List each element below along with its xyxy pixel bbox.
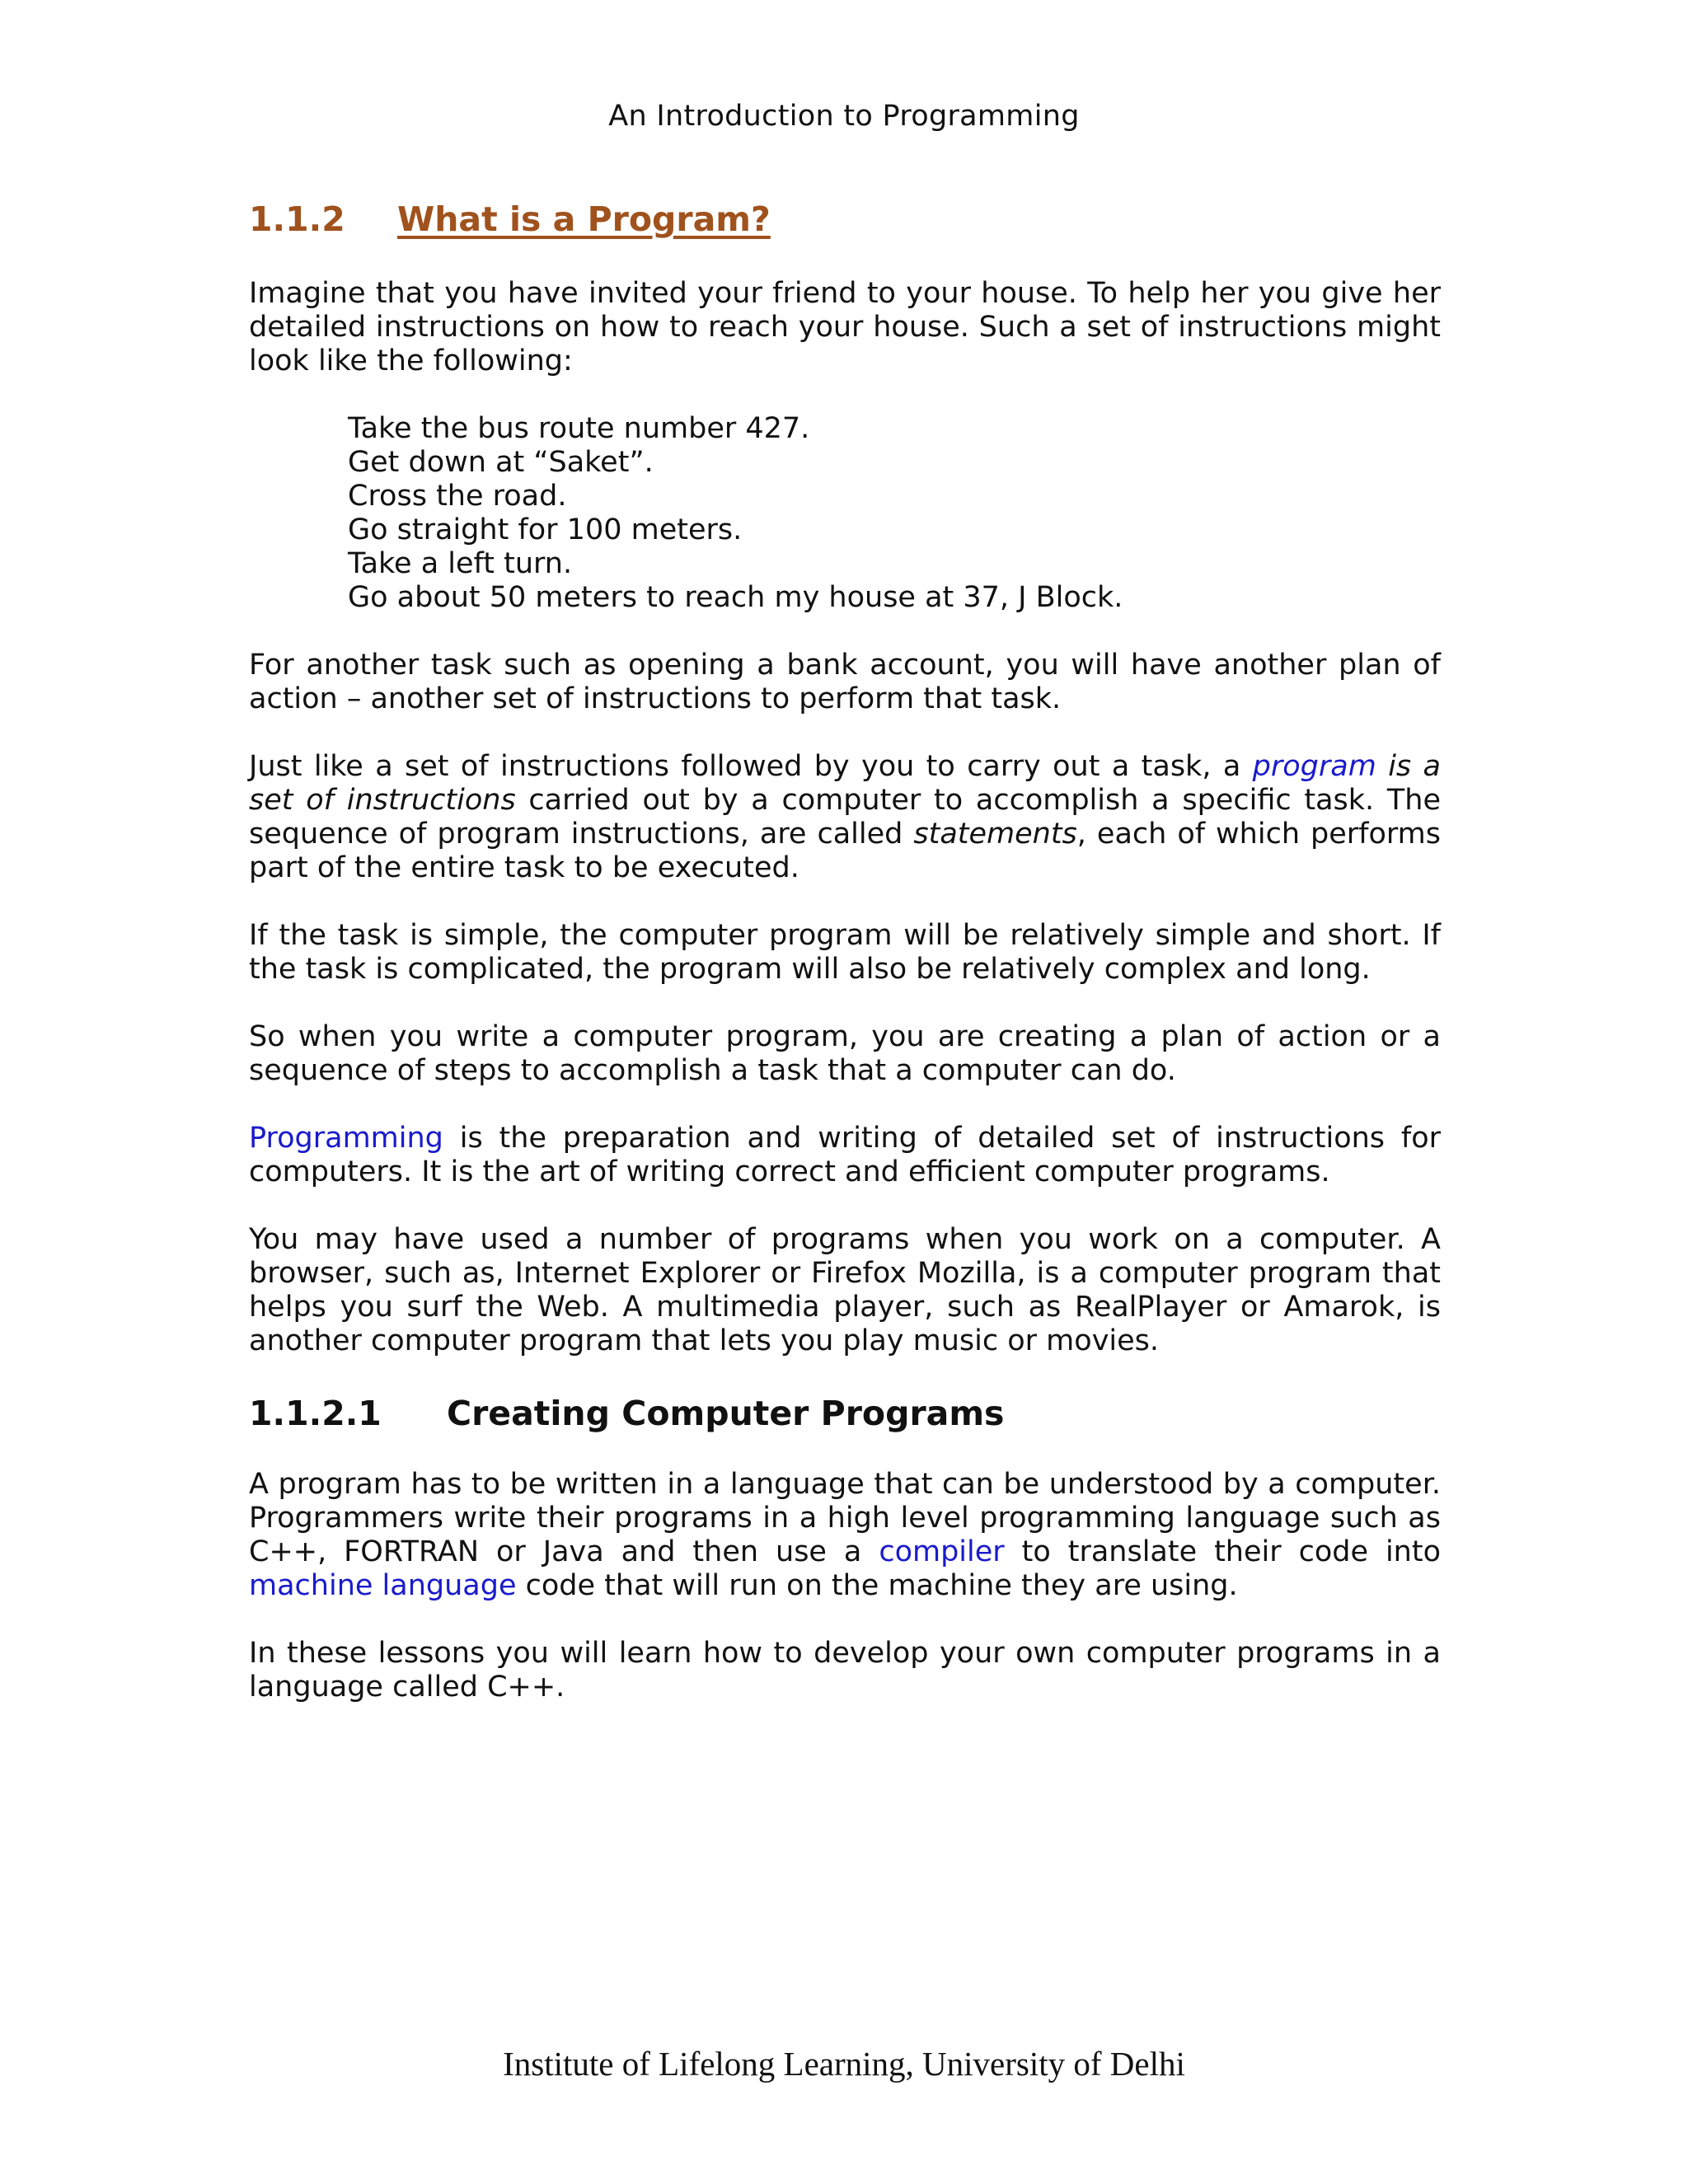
definition-text: Just like a set of instructions followed by you to carry out a task, a — [249, 750, 1253, 783]
direction-step: Cross the road. — [348, 480, 567, 513]
subsection-heading — [249, 1392, 1441, 1435]
language-text: code that will run on the machine they are using. — [516, 1569, 1238, 1602]
programming-term-link[interactable]: Programming — [249, 1122, 443, 1155]
lessons-paragraph: In these lessons you will learn how to develop your own computer programs in a language called C++. — [249, 1637, 1441, 1704]
programming-text: is the preparation and writing of detailed set of instructions for computers. It is the art of writing correct and efficient computer programs. — [249, 1122, 1441, 1188]
page-footer: Institute of Lifelong Learning, University of Delhi — [503, 2045, 1185, 2083]
definition-paragraph — [249, 750, 1441, 885]
language-text: A program has to be written in a language that can be understood by a computer. Programmers write their programs in a high level programming language such as C++, FORTRAN or Java and then use a — [249, 1468, 1441, 1568]
definition-text: , each of which performs part of the entire task to be executed. — [249, 818, 1441, 884]
running-header: An Introduction to Programming — [608, 100, 1080, 133]
bank-paragraph: For another task such as opening a bank account, you will have another plan of action – another set of instructions to perform that task. — [249, 649, 1441, 715]
section-heading — [249, 198, 1441, 241]
directions-list — [348, 412, 1441, 615]
language-paragraph — [249, 1468, 1441, 1603]
direction-step: Go about 50 meters to reach my house at 37, J Block. — [348, 581, 1123, 614]
definition-text: carried out by a computer to accomplish a specific task. The sequence of program instructions, are called — [249, 784, 1441, 851]
section-number: 1.1.2 — [249, 199, 345, 239]
direction-step: Take the bus route number 427. — [348, 412, 810, 445]
compiler-term-link[interactable]: compiler — [879, 1535, 1005, 1568]
intro-paragraph: Imagine that you have invited your friend to your house. To help her you give her detailed instructions on how to reach your house. Such a set of instructions might look like the following: — [249, 277, 1441, 377]
subsection-number: 1.1.2.1 — [249, 1394, 382, 1433]
simple-paragraph: If the task is simple, the computer program will be relatively simple and short. If the task is complicated, the program will also be relatively complex and long. — [249, 919, 1441, 986]
program-term-link[interactable]: program — [1252, 750, 1376, 783]
subsection-title: Creating Computer Programs — [447, 1394, 1005, 1433]
plan-paragraph: So when you write a computer program, you are creating a plan of action or a sequence of steps to accomplish a task that a computer can do. — [249, 1020, 1441, 1087]
section-title: What is a Program? — [397, 199, 771, 239]
programming-paragraph — [249, 1122, 1441, 1189]
definition-emphasis: is a set of instructions — [249, 750, 1441, 817]
machine-language-term-link[interactable]: machine language — [249, 1569, 517, 1602]
direction-step: Take a left turn. — [348, 547, 573, 580]
statements-term: statements — [913, 818, 1077, 851]
document-body — [249, 198, 1441, 1738]
language-text: to translate their code into — [1004, 1535, 1441, 1568]
direction-step: Get down at “Saket”. — [348, 446, 654, 479]
examples-paragraph: You may have used a number of programs when you work on a computer. A browser, such as, Internet Explorer or Firefox Mozilla, is a computer program that helps you surf the Web. A multimedia player, such as RealPlayer or Amarok, is another computer program that lets you play music or movies. — [249, 1223, 1441, 1357]
direction-step: Go straight for 100 meters. — [348, 513, 743, 546]
